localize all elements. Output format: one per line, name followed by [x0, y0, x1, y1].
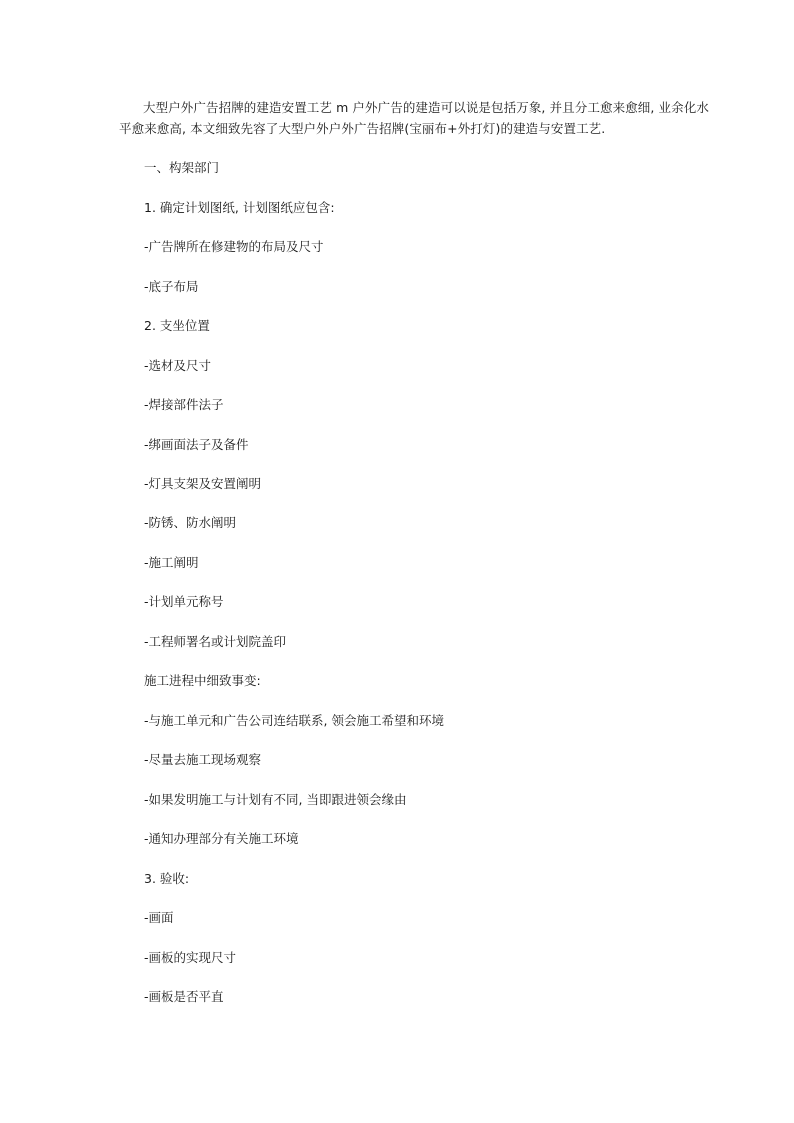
list-item: -焊接部件法子: [144, 397, 224, 412]
list-item: -通知办理部分有关施工环境: [144, 831, 299, 846]
subsection-heading: 施工进程中细致事变:: [144, 673, 261, 688]
section-heading: 一、构架部门: [144, 160, 220, 175]
list-item: 3. 验收:: [144, 871, 190, 886]
list-item: -如果发明施工与计划有不同, 当即跟进领会缘由: [144, 792, 407, 807]
list-item: -工程师署名或计划院盖印: [144, 634, 287, 649]
list-item: -选材及尺寸: [144, 358, 212, 373]
list-item: 2. 支坐位置: [144, 318, 210, 333]
list-item: -尽量去施工现场观察: [144, 752, 262, 767]
intro-paragraph: [119, 97, 709, 139]
intro-line-1: 大型户外广告招牌的建造安置工艺 m 户外广告的建造可以说是包括万象, 并且分工愈来愈细, 业余化水: [143, 100, 709, 115]
list-item: -施工阐明: [144, 555, 199, 570]
list-item: -计划单元称号: [144, 594, 224, 609]
list-item: -画板的实现尺寸: [144, 950, 237, 965]
list-item: -底子布局: [144, 279, 199, 294]
list-item: -与施工单元和广告公司连结联系, 领会施工希望和环境: [144, 713, 444, 728]
list-item: -绑画面法子及备件: [144, 437, 249, 452]
intro-line-2: 平愈来愈高, 本文细致先容了大型户外户外广告招牌(宝丽布+外打灯)的建造与安置工艺.: [119, 121, 606, 136]
list-item: 1. 确定计划图纸, 计划图纸应包含:: [144, 200, 335, 215]
list-item: -防锈、防水阐明: [144, 515, 237, 530]
list-item: -画板是否平直: [144, 989, 224, 1004]
list-item: -灯具支架及安置阐明: [144, 476, 262, 491]
list-item: -广告牌所在修建物的布局及尺寸: [144, 239, 324, 254]
list-item: -画面: [144, 910, 174, 925]
